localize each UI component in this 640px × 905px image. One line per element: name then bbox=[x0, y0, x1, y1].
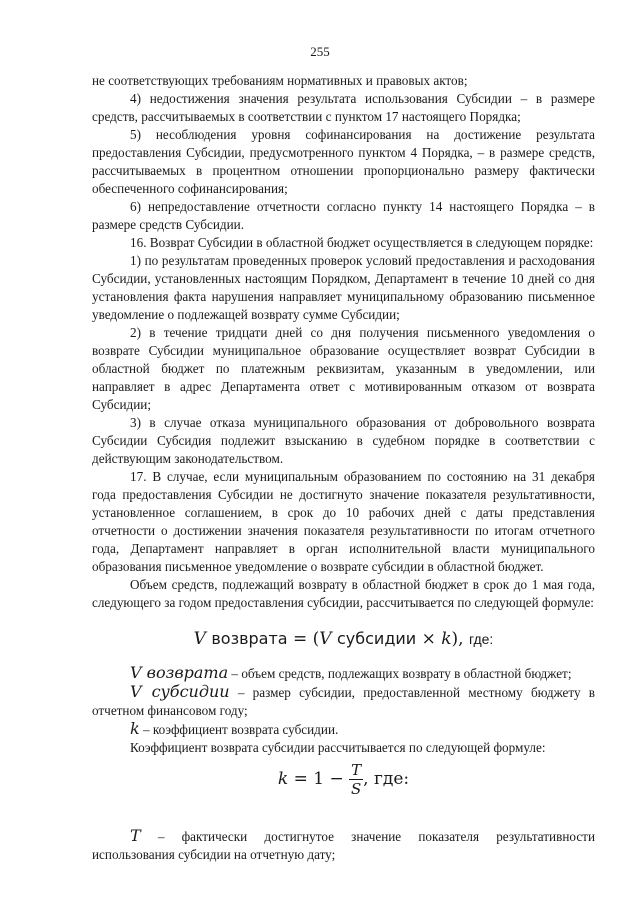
paragraph: 17. В случае, если муниципальным образованием по состоянию на 31 декабря года предоставления Субсидии не достигнуто значение показателя результативности, установленное соглашением, в срок до 10 рабочих дней с даты представления отчетности о достижении значения показателя результативности по итогам отчетного года, Департамент направляет в орган исполнительной власти муниципального образования письменное уведомление о возврате субсидии в областной бюджет. bbox=[92, 469, 595, 574]
paragraph: 5) несоблюдения уровня софинансирования на достижение результата предоставления Субсидии, предусмотренного пунктом 4 Порядка, – в размере средств, рассчитываемых в процентном отношении пропорционально размеру фактически обеспеченного софинансирования; bbox=[92, 127, 595, 196]
definition-v-vozvrata bbox=[92, 664, 595, 683]
formula-operator: = ( bbox=[293, 629, 320, 649]
definition-symbol: T bbox=[130, 826, 141, 845]
page-number: 255 bbox=[310, 44, 330, 59]
paragraph: Коэффициент возврата субсидии рассчитывается по следующей формуле: bbox=[130, 740, 546, 755]
document-body bbox=[92, 72, 595, 864]
fraction-denominator: S bbox=[350, 780, 362, 798]
definition-text: – объем средств, подлежащих возврату в областной бюджет; bbox=[228, 666, 572, 681]
paragraph: не соответствующих требованиям нормативных и правовых актов; bbox=[92, 73, 468, 88]
formula-fraction bbox=[349, 761, 363, 798]
formula-var: k bbox=[277, 769, 289, 789]
formula-operator: ), bbox=[451, 629, 464, 649]
fraction-numerator: T bbox=[351, 761, 362, 779]
formula-var: k bbox=[441, 629, 452, 649]
definition-symbol: V субсидии bbox=[130, 682, 230, 701]
paragraph: 2) в течение тридцати дней со дня получения письменного уведомления о возврате Субсидии муниципальное образование осуществляет возврат Субсидии в областной бюджет по платежным реквизитам, указанным в уведомлении, или направляет в адрес Департамента ответ с мотивированным отказом от возврата Субсидии; bbox=[92, 325, 595, 412]
paragraph: 1) по результатам проведенных проверок условий предоставления и расходования Субсидии, установленных настоящим Порядком, Департамент в течение 10 дней со дня установления факта нарушения направляет муниципальному образованию письменное уведомление о подлежащей возврату сумме Субсидии; bbox=[92, 253, 595, 322]
definition-symbol: k bbox=[130, 719, 140, 738]
definition-symbol: V возврата bbox=[130, 663, 229, 682]
definition-text: – коэффициент возврата субсидии. bbox=[139, 722, 339, 737]
formula-var: V bbox=[319, 629, 332, 649]
formula-refund-volume bbox=[92, 630, 595, 648]
formula-operator: = 1 − bbox=[293, 769, 344, 789]
paragraph: 6) непредоставление отчетности согласно пункту 14 настоящего Порядка – в размере средств Субсидии. bbox=[92, 199, 595, 232]
paragraph: 16. Возврат Субсидии в областной бюджет осуществляется в следующем порядке: bbox=[130, 235, 594, 250]
formula-operator: × bbox=[421, 629, 436, 649]
paragraph: 3) в случае отказа муниципального образования от добровольного возврата Субсидии Субсидия подлежит взысканию в судебном порядке в соответствии с действующим законодательством. bbox=[92, 415, 595, 466]
definition-text: – фактически достигнутое значение показателя результативности использования субсидии на отчетную дату; bbox=[92, 829, 595, 862]
formula-where: где: bbox=[469, 631, 494, 647]
formula-word: субсидии bbox=[336, 629, 417, 648]
paragraph: 4) недостижения значения результата использования Субсидии – в размере средств, рассчитываемых в соответствии с пунктом 17 настоящего Порядка; bbox=[92, 91, 595, 124]
definition-t bbox=[92, 827, 595, 864]
formula-var: V bbox=[193, 629, 206, 649]
definition-k bbox=[92, 720, 595, 739]
formula-where: , где: bbox=[363, 769, 410, 789]
formula-coefficient bbox=[92, 761, 595, 801]
definition-v-subsidii bbox=[92, 683, 595, 720]
formula-word: возврата bbox=[211, 629, 288, 648]
paragraph: Объем средств, подлежащий возврату в областной бюджет в срок до 1 мая года, следующего за годом предоставления субсидии, рассчитывается по следующей формуле: bbox=[92, 577, 595, 610]
definition-text: – размер субсидии, предоставленной местному бюджету в отчетном финансовом году; bbox=[92, 685, 595, 718]
